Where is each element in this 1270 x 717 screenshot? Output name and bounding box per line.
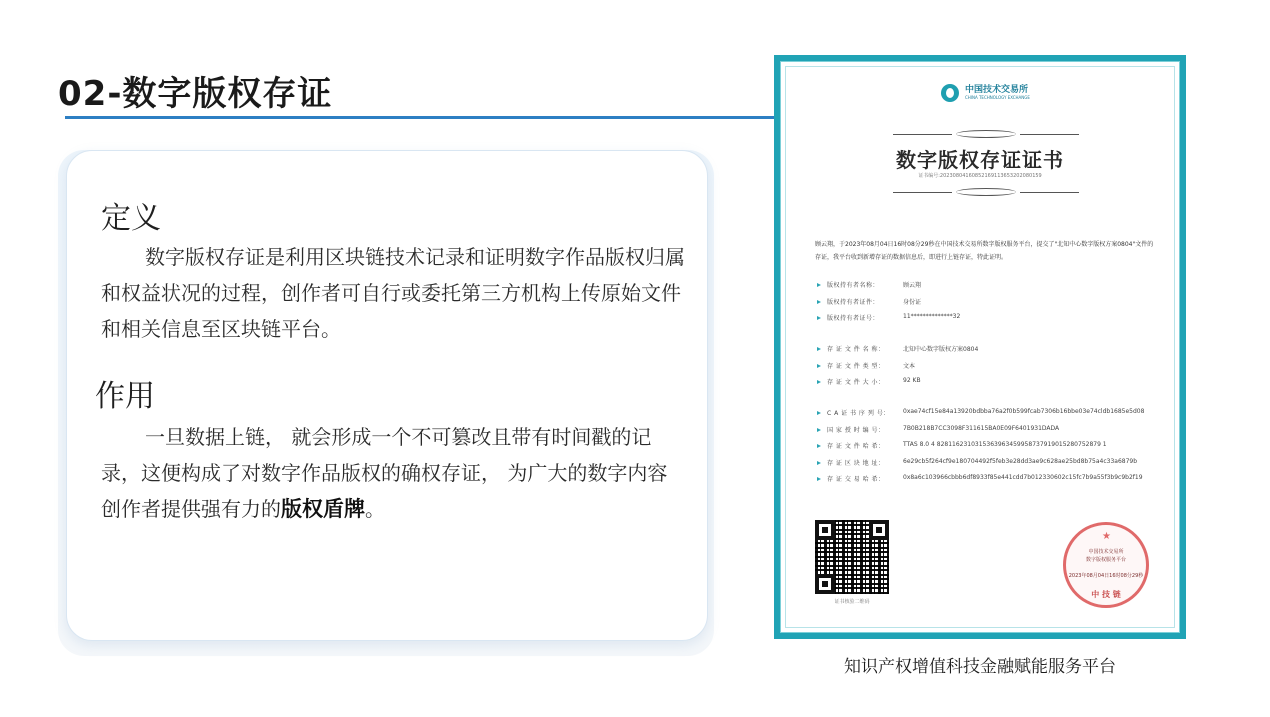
bullet-icon [817, 477, 821, 481]
cert-field-row: 国 家 授 时 编 号： 7B0B218B7CC3098F311615BA0E09F6401931DADA [817, 425, 1167, 442]
cert-field-row: 存 证 文 件 大 小： 92 KB [817, 377, 1167, 394]
function-text-main: 一旦数据上链， 就会形成一个不可篡改且带有时间戳的记录，这便构成了对数字作品版权的确权存证， 为广大的数字内容创作者提供强有力的 [101, 425, 668, 521]
definition-text: 数字版权存证是利用区块链技术记录和证明数字作品版权归属和权益状况的过程，创作者可自行或委托第三方机构上传原始文件和相关信息至区块链平台。 [101, 245, 685, 341]
function-heading: 作用 [95, 379, 155, 414]
exchange-logo-icon [941, 84, 959, 102]
cert-file-fields [817, 344, 1167, 394]
certificate-image [774, 55, 1186, 639]
ornament-bottom [893, 188, 1079, 196]
bullet-icon [817, 283, 821, 287]
bullet-icon [817, 411, 821, 415]
page-title: 02-数字版权存证 [58, 74, 333, 114]
function-text-end: 。 [365, 497, 385, 521]
function-text [101, 419, 687, 527]
bullet-icon [817, 300, 821, 304]
cert-number: 证书编号:20230804160852169113653202080159 [918, 173, 1042, 179]
cert-field-row: 存 证 文 件 哈 希： TTAS 8.0 4 8281162310315363963459958737919015280752879 1 [817, 441, 1167, 458]
cert-intro: 顾云翔，于2023年08月04日16时08分29秒在中国技术交易所数字版权服务平台，提交了"北知中心数字版权方案0804"文件的存证，我平台收到新增存证的数据信息后，即进行上链存证，特此证明。 [815, 241, 1154, 261]
bullet-icon [817, 347, 821, 351]
certificate-body [780, 61, 1180, 633]
certificate-caption: 知识产权增值科技金融赋能服务平台 [844, 657, 1116, 677]
definition-heading: 定义 [101, 201, 161, 236]
official-seal: ★ 中国技术交易所 数字版权服务平台 2023年08月04日16时08分29秒 中 技 链 [1063, 522, 1149, 608]
cert-title: 数字版权存证证书 [896, 148, 1064, 172]
cert-field-row: 存 证 文 件 名 称： 北知中心数字版权方案0804 [817, 344, 1167, 361]
bullet-icon [817, 380, 821, 384]
cert-field-row: 版权持有者证号： 11**************32 [817, 313, 1167, 330]
cert-field-row: 版权持有者证件： 身份证 [817, 297, 1167, 314]
seal-star-icon: ★ [1102, 531, 1111, 542]
cert-org-en: CHINA TECHNOLOGY EXCHANGE [965, 95, 1030, 100]
cert-field-row: 存 证 区 块 地 址： 6e29cb5f264cf9e180704492f5feb3e28dd3ae9c628ae25bd8b75a4c33a6879b [817, 458, 1167, 475]
ornament-top [893, 130, 1079, 138]
bullet-icon [817, 461, 821, 465]
bullet-icon [817, 428, 821, 432]
bullet-icon [817, 444, 821, 448]
cert-org-cn: 中国技术交易所 [965, 85, 1029, 95]
content-card [66, 150, 708, 641]
cert-chain-fields [817, 408, 1167, 491]
cert-field-row: 版权持有者名称： 顾云翔 [817, 280, 1167, 297]
bullet-icon [817, 316, 821, 320]
function-text-emphasis: 版权盾牌 [281, 497, 365, 521]
title-underline [65, 116, 777, 119]
cert-field-row: 存 证 文 件 类 型： 文本 [817, 361, 1167, 378]
qr-code-icon [815, 520, 889, 594]
cert-logo [941, 84, 1030, 102]
qr-caption: 证书核验二维码 [834, 599, 870, 605]
cert-field-row: C A 证 书 序 列 号： 0xae74cf15e84a13920bdbba76a2f0b599fcab7306b16bbe03e74cldb1685e5d08 [817, 408, 1167, 425]
cert-holder-fields [817, 280, 1167, 330]
cert-field-row: 存 证 交 易 哈 希： 0x8a6c103966cbbb6df8933f85e441cdd7b012330602c15fc7b9a55f3b9c9b2f19 [817, 474, 1167, 491]
bullet-icon [817, 364, 821, 368]
